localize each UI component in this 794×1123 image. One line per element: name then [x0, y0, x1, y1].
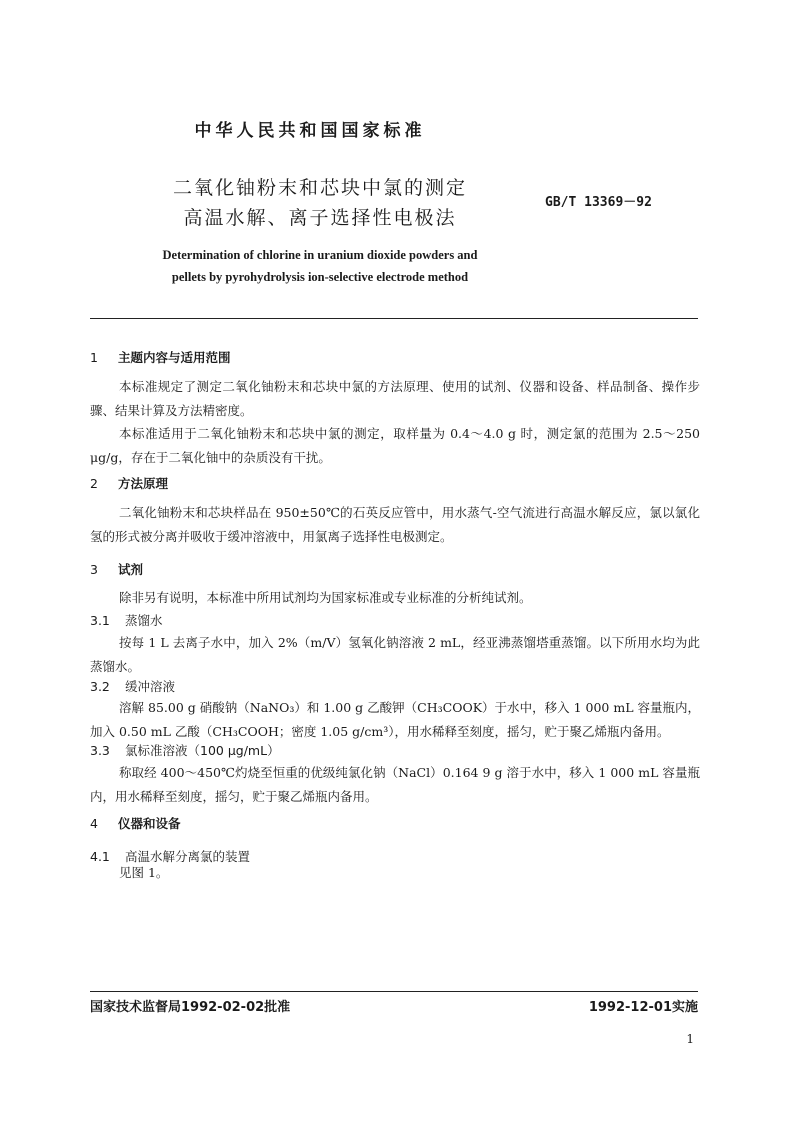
title-line-1: 二氧化铀粉末和芯块中氯的测定	[172, 177, 467, 199]
section-4-heading	[90, 814, 181, 832]
section-number: 2	[90, 476, 98, 491]
footer-divider	[90, 991, 698, 992]
section-number: 4	[90, 816, 98, 831]
section-number: 1	[90, 350, 98, 365]
english-title	[100, 244, 540, 288]
section-title: 试剂	[118, 562, 144, 577]
subsection-title: 缓冲溶液	[125, 679, 176, 694]
section-title: 主题内容与适用范围	[118, 350, 231, 365]
subsection-number: 3.2	[90, 679, 110, 694]
subsection-3-2-heading	[90, 677, 175, 695]
subsection-4-1-paragraph: 见图 1。	[119, 865, 169, 880]
section-number: 3	[90, 562, 98, 577]
subsection-number: 4.1	[90, 849, 110, 864]
section-3-paragraph-1: 除非另有说明，本标准中所用试剂均为国家标准或专业标准的分析纯试剂。	[119, 590, 532, 605]
page-number: 1	[686, 1032, 694, 1046]
english-title-line-2: pellets by pyrohydrolysis ion-selective electrode method	[171, 270, 469, 284]
standard-number: GB/T 13369－92	[545, 195, 652, 210]
subsection-title: 氯标准溶液（100 μg/mL）	[125, 743, 280, 758]
subsection-3-3-heading	[90, 741, 280, 759]
subsection-3-1-paragraph: 按每 1 L 去离子水中，加入 2%（m/V）氢氧化钠溶液 2 mL，经亚沸蒸馏塔重蒸馏。以下所用水均为此蒸馏水。	[90, 635, 700, 674]
subsection-title: 蒸馏水	[125, 613, 163, 628]
header-divider	[90, 318, 698, 319]
section-3-heading	[90, 560, 143, 578]
section-1-heading	[90, 348, 231, 366]
subsection-number: 3.3	[90, 743, 110, 758]
section-1-paragraph-2: 本标准适用于二氧化铀粉末和芯块中氯的测定，取样量为 0.4～4.0 g 时，测定氯的范围为 2.5～250 μg/g，存在于二氧化铀中的杂质没有干扰。	[90, 426, 700, 465]
effective-date: 1992-12-01实施	[588, 1000, 698, 1015]
english-title-line-1: Determination of chlorine in uranium dioxide powders and	[162, 248, 478, 262]
subsection-3-2-paragraph: 溶解 85.00 g 硝酸钠（NaNO₃）和 1.00 g 乙酸钾（CH₃COOK）于水中，移入 1 000 mL 容量瓶内，加入 0.50 mL 乙酸（CH₃COOH；密度 1.05 g/cm³），用水稀释至刻度，摇匀，贮于聚乙烯瓶内备用。	[90, 700, 700, 739]
section-2-heading	[90, 474, 168, 492]
subsection-title: 高温水解分离氯的装置	[125, 849, 251, 864]
section-1-paragraph-1: 本标准规定了测定二氧化铀粉末和芯块中氯的方法原理、使用的试剂、仪器和设备、样品制备、操作步骤、结果计算及方法精密度。	[90, 379, 700, 418]
section-title: 仪器和设备	[118, 816, 181, 831]
section-title: 方法原理	[118, 476, 169, 491]
subsection-number: 3.1	[90, 613, 110, 628]
document-title	[120, 173, 520, 233]
title-line-2: 高温水解、离子选择性电极法	[183, 207, 457, 229]
section-2-paragraph-1: 二氧化铀粉末和芯块样品在 950±50℃的石英反应管中，用水蒸气-空气流进行高温水解反应，氯以氯化氢的形式被分离并吸收于缓冲溶液中，用氯离子选择性电极测定。	[90, 505, 700, 544]
approval-date: 国家技术监督局1992-02-02批准	[90, 1000, 291, 1015]
subsection-3-1-heading	[90, 611, 163, 629]
subsection-3-3-paragraph: 称取经 400～450℃灼烧至恒重的优级纯氯化钠（NaCl）0.164 9 g 溶于水中，移入 1 000 mL 容量瓶内，用水稀释至刻度，摇匀，贮于聚乙烯瓶内备用。	[90, 765, 700, 804]
national-standard-header: 中华人民共和国国家标准	[194, 121, 426, 141]
